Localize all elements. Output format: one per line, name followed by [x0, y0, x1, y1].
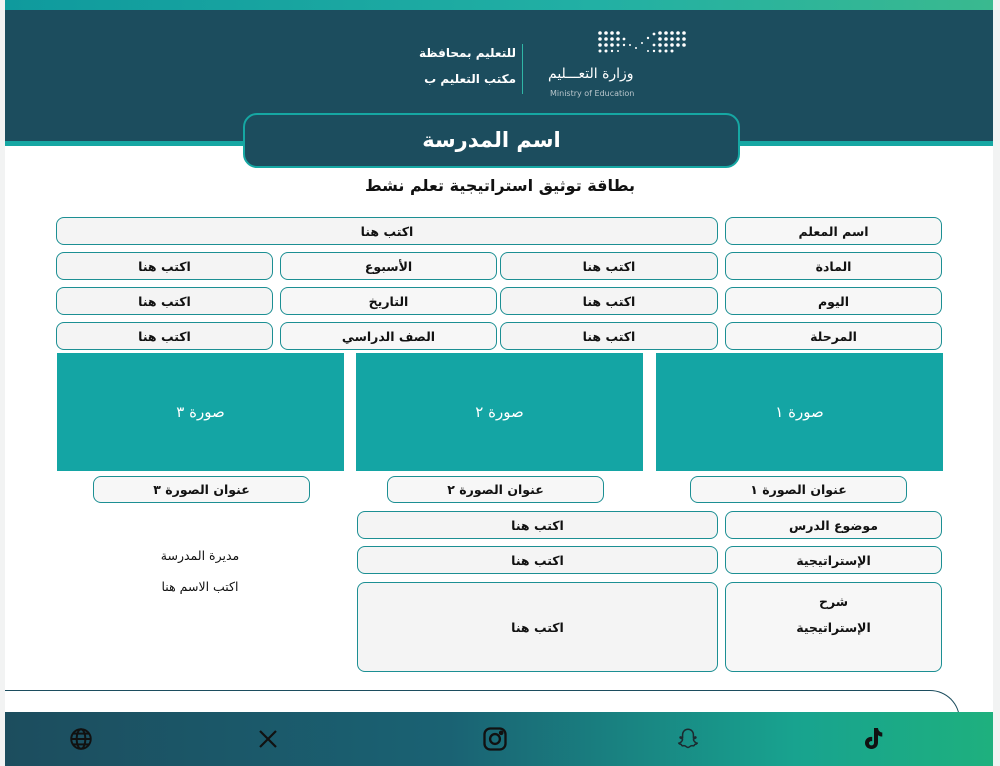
date-label: التاريخ	[280, 287, 497, 315]
header-divider	[522, 44, 523, 94]
day-label: اليوم	[725, 287, 942, 315]
ministry-name-english: Ministry of Education	[550, 89, 635, 98]
stage-field[interactable]: اكتب هنا	[500, 322, 718, 350]
grade-field[interactable]: اكتب هنا	[56, 322, 273, 350]
x-icon[interactable]	[252, 723, 284, 755]
teacher-name-field[interactable]: اكتب هنا	[56, 217, 718, 245]
week-label: الأسبوع	[280, 252, 497, 280]
globe-icon[interactable]	[65, 723, 97, 755]
top-accent-strip	[5, 0, 993, 10]
lesson-topic-label: موضوع الدرس	[725, 511, 942, 539]
week-field[interactable]: اكتب هنا	[56, 252, 273, 280]
teacher-name-label: اسم المعلم	[725, 217, 942, 245]
subject-label: المادة	[725, 252, 942, 280]
strategy-field[interactable]: اكتب هنا	[357, 546, 718, 574]
date-field[interactable]: اكتب هنا	[56, 287, 273, 315]
office-line-1: للتعليم بمحافظة	[419, 46, 516, 60]
office-line-2: مكتب التعليم ب	[424, 72, 516, 86]
principal-title: مديرة المدرسة	[160, 548, 240, 563]
strategy-explain-label-line-2: الإستراتيجية	[796, 620, 871, 635]
strategy-explain-label-line-1: شرح	[818, 594, 849, 609]
ministry-logo	[548, 28, 698, 102]
photo-2[interactable]: صورة ٢	[356, 353, 643, 471]
education-office	[404, 40, 516, 92]
strategy-explain-label	[725, 582, 942, 672]
principal-name[interactable]: اكتب الاسم هنا	[161, 579, 239, 594]
stage-label: المرحلة	[725, 322, 942, 350]
strategy-explain-field[interactable]: اكتب هنا	[357, 582, 718, 672]
photo-1-caption[interactable]: عنوان الصورة ١	[690, 476, 907, 503]
card-title: بطاقة توثيق استراتيجية تعلم نشط	[364, 176, 636, 195]
photo-1[interactable]: صورة ١	[656, 353, 943, 471]
ministry-dots-icon	[596, 28, 694, 58]
photo-3[interactable]: صورة ٣	[57, 353, 344, 471]
photo-2-caption[interactable]: عنوان الصورة ٢	[387, 476, 604, 503]
ministry-name-arabic: وزارة التعـــليم	[548, 66, 634, 82]
school-name: اسم المدرسة	[243, 113, 740, 168]
lesson-topic-field[interactable]: اكتب هنا	[357, 511, 718, 539]
instagram-icon[interactable]	[479, 723, 511, 755]
subject-field[interactable]: اكتب هنا	[500, 252, 718, 280]
strategy-label: الإستراتيجية	[725, 546, 942, 574]
snapchat-icon[interactable]	[672, 723, 704, 755]
grade-label: الصف الدراسي	[280, 322, 497, 350]
day-field[interactable]: اكتب هنا	[500, 287, 718, 315]
tiktok-icon[interactable]	[857, 723, 889, 755]
photo-3-caption[interactable]: عنوان الصورة ٣	[93, 476, 310, 503]
